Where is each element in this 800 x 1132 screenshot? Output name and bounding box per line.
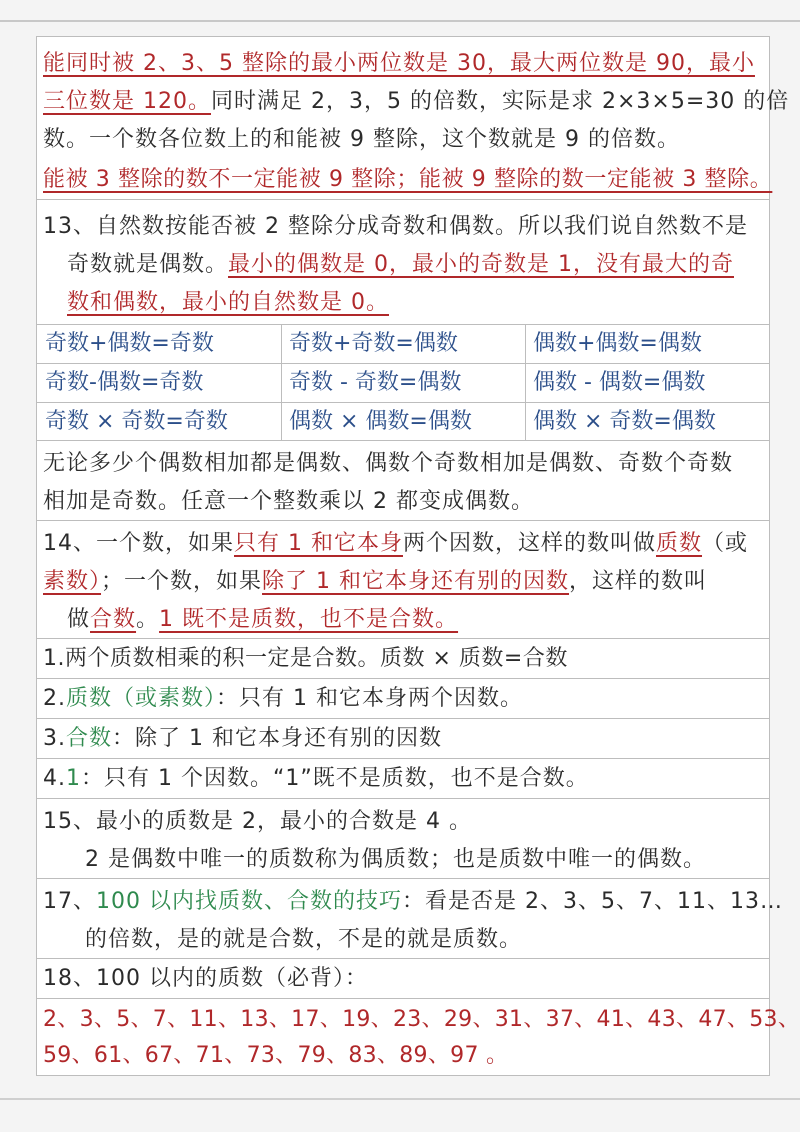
- item-number: 17、: [43, 889, 96, 914]
- text-line: 的倍数，是的就是合数，不是的就是质数。: [85, 927, 523, 952]
- section-14-prime-composite: [37, 521, 769, 639]
- plain-text: ：除了 1 和它本身还有别的因数: [112, 726, 442, 751]
- plain-text: ：只有 1 个因数。“1”既不是质数，也不是合数。: [81, 766, 589, 791]
- table-cell: 奇数 × 奇数=奇数: [45, 409, 228, 434]
- table-cell: 奇数+奇数=偶数: [289, 331, 458, 356]
- text-line: 数。一个数各位数上的和能被 9 整除，这个数就是 9 的倍数。: [43, 127, 680, 152]
- table-cell: 奇数 - 奇数=偶数: [289, 370, 462, 395]
- section-13-odd-even: [37, 200, 769, 325]
- top-rule: [0, 20, 800, 22]
- text-line: [43, 887, 783, 917]
- term-text: 合数: [66, 726, 113, 751]
- list-item: [37, 759, 769, 799]
- table-cell: 偶数 × 奇数=偶数: [533, 409, 716, 434]
- text-line: [43, 529, 748, 559]
- text-line: 无论多少个偶数相加都是偶数、偶数个奇数相加是偶数、奇数个奇数: [43, 451, 734, 476]
- highlight-text: 除了 1 和它本身还有别的因数: [262, 569, 570, 594]
- text-line: [43, 684, 523, 714]
- text-line: 13、自然数按能否被 2 整除分成奇数和偶数。所以我们说自然数不是: [43, 214, 748, 239]
- plain-text: ：只有 1 和它本身两个因数。: [216, 686, 523, 711]
- table-cell: 偶数 × 偶数=偶数: [289, 409, 472, 434]
- text-line: 相加是奇数。任意一个整数乘以 2 都变成偶数。: [43, 489, 534, 514]
- list-item: [37, 719, 769, 759]
- text-line: 数和偶数，最小的自然数是 0。: [67, 290, 389, 315]
- text-line: [43, 87, 789, 117]
- highlight-text: 合数: [90, 607, 137, 632]
- plain-text: 两个因数，这样的数叫做: [402, 531, 656, 556]
- plain-text: ；一个数，如果: [101, 569, 263, 594]
- table-cell: 偶数+偶数=偶数: [533, 331, 702, 356]
- text-line: [67, 605, 458, 635]
- text-line: [67, 250, 734, 280]
- term-text: 质数（或素数）: [66, 686, 217, 711]
- highlight-text: 质数: [656, 531, 703, 556]
- notes-sheet: [36, 36, 800, 1076]
- plain-text: ，这样的数叫: [569, 569, 708, 594]
- bottom-rule: [0, 1098, 800, 1100]
- plain-text: 。: [136, 607, 160, 632]
- section-17-tips: [37, 879, 783, 959]
- section-18-header: [37, 959, 769, 999]
- plain-text: 同时满足 2，3，5 的倍数，实际是求 2×3×5=30 的倍: [211, 89, 790, 114]
- text-line: 18、100 以内的质数（必背）：: [43, 966, 368, 991]
- section-divisibility-235: [37, 37, 790, 200]
- table-cell: 偶数 - 偶数=偶数: [533, 370, 706, 395]
- section-sum-rules: [37, 441, 769, 521]
- plain-text: 做: [67, 607, 91, 632]
- table-cell: 奇数-偶数=奇数: [45, 370, 204, 395]
- table-divider: [281, 325, 282, 441]
- text-line: [43, 724, 442, 754]
- highlight-text: 只有 1 和它本身: [234, 531, 403, 556]
- table-cell: 奇数+偶数=奇数: [45, 331, 214, 356]
- primes-list: [37, 999, 800, 1075]
- text-line: 15、最小的质数是 2，最小的合数是 4 。: [43, 809, 472, 834]
- term-text: 1: [66, 766, 81, 791]
- text-line: 2 是偶数中唯一的质数称为偶质数；也是质数中唯一的偶数。: [85, 847, 706, 872]
- term-text: 100 以内找质数、合数的技巧: [96, 889, 402, 914]
- text-line: 59、61、67、71、73、79、83、89、97 。: [43, 1043, 509, 1068]
- highlight-text: 三位数是 120。: [43, 89, 211, 114]
- table-divider: [525, 325, 526, 441]
- parity-table: [37, 325, 769, 441]
- list-item: [37, 639, 769, 679]
- highlight-text: 素数）: [43, 569, 102, 594]
- plain-text: ：看是否是 2、3、5、7、11、13…: [402, 889, 783, 914]
- plain-text: （或: [702, 531, 749, 556]
- plain-text: 奇数就是偶数。: [67, 252, 229, 277]
- table-divider: [37, 402, 769, 403]
- list-item: [37, 679, 769, 719]
- text-line: 1.两个质数相乘的积一定是合数。质数 × 质数=合数: [43, 646, 568, 671]
- plain-text: 14、一个数，如果: [43, 531, 234, 556]
- text-line: 能被 3 整除的数不一定能被 9 整除；能被 9 整除的数一定能被 3 整除。: [43, 167, 773, 192]
- table-divider: [37, 363, 769, 364]
- highlight-text: 最小的偶数是 0，最小的奇数是 1，没有最大的奇: [228, 252, 734, 277]
- item-number: 4.: [43, 766, 66, 791]
- item-number: 2.: [43, 686, 66, 711]
- text-line: [43, 567, 707, 597]
- section-15-smallest: [37, 799, 769, 879]
- text-line: 2、3、5、7、11、13、17、19、23、29、31、37、41、43、47、53、: [43, 1007, 800, 1032]
- highlight-text: 1 既不是质数，也不是合数。: [159, 607, 459, 632]
- text-line: [43, 764, 589, 794]
- item-number: 3.: [43, 726, 66, 751]
- text-line: 能同时被 2、3、5 整除的最小两位数是 30，最大两位数是 90，最小: [43, 51, 755, 76]
